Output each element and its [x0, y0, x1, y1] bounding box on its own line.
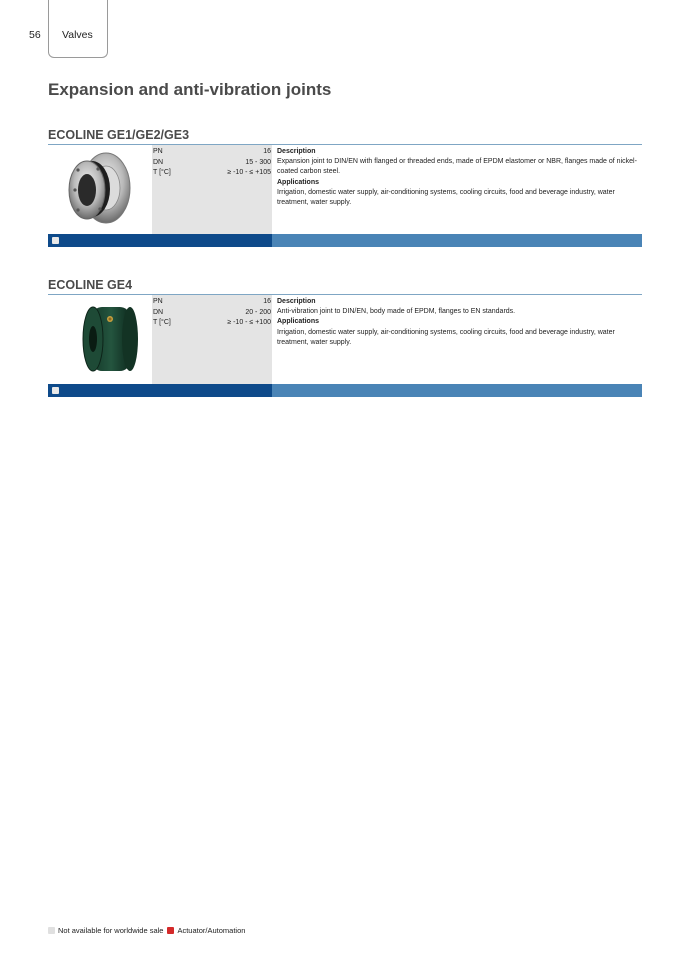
- spec-row: [152, 147, 272, 158]
- spec-value: ≥ -10 - ≤ +105: [227, 169, 271, 176]
- spec-row: [152, 308, 272, 319]
- product-block-ge4: [48, 276, 642, 397]
- product-image: [48, 145, 152, 234]
- product-body: [48, 295, 642, 384]
- spec-label: T [°C]: [153, 319, 171, 326]
- spec-table: [152, 145, 272, 234]
- spec-table: [152, 295, 272, 384]
- spec-row: [152, 158, 272, 169]
- spec-value: ≥ -10 - ≤ +100: [227, 319, 271, 326]
- footer-bar-light: [272, 234, 642, 247]
- description-block: [277, 297, 642, 348]
- applications-heading: Applications: [277, 318, 320, 326]
- availability-marker: [52, 387, 59, 394]
- description-block: [277, 147, 642, 208]
- spec-row: [152, 168, 272, 179]
- page-title: Expansion and anti-vibration joints: [48, 80, 332, 99]
- spec-label: PN: [153, 148, 163, 155]
- product-title: ECOLINE GE1/GE2/GE3: [48, 128, 190, 142]
- spec-label: DN: [153, 308, 164, 316]
- spec-label: PN: [153, 298, 163, 305]
- product-body: [48, 145, 642, 234]
- legend-not-available: Not available for worldwide sale: [58, 926, 164, 935]
- footer-bar-dark: [48, 384, 272, 397]
- description-text: Expansion joint to DIN/EN with flanged or threaded ends, made of EPDM elastomer or NBR, flanges made of nickel-coated carbon steel.: [277, 158, 637, 176]
- legend-actuator: Actuator/Automation: [177, 926, 246, 935]
- description-heading: Description: [277, 298, 316, 305]
- availability-marker: [52, 237, 59, 244]
- actuator-swatch-icon: [167, 927, 174, 934]
- spec-value: 16: [263, 298, 271, 305]
- applications-heading: Applications: [277, 178, 320, 186]
- spec-value: 15 - 300: [245, 158, 271, 166]
- section-tab-label: Valves: [62, 29, 93, 41]
- footer-bar-dark: [48, 234, 272, 247]
- product-footer-bar: [48, 234, 642, 247]
- not-available-swatch-icon: [48, 927, 55, 934]
- applications-text: Irrigation, domestic water supply, air-conditioning systems, cooling circuits, food and beverage industry, water treatment, water supply.: [277, 188, 615, 207]
- description-heading: Description: [277, 148, 316, 155]
- spec-label: T [°C]: [153, 169, 171, 176]
- spec-label: DN: [153, 158, 164, 166]
- spec-value: 16: [263, 148, 271, 155]
- spec-value: 20 - 200: [245, 308, 271, 316]
- applications-text: Irrigation, domestic water supply, air-conditioning systems, cooling circuits, food and beverage industry, water treatment, water supply.: [277, 328, 615, 346]
- product-title: ECOLINE GE4: [48, 278, 133, 292]
- spec-row: [152, 318, 272, 329]
- description-text: Anti-vibration joint to DIN/EN, body made of EPDM, flanges to EN standards.: [277, 308, 516, 316]
- page-number: 56: [29, 29, 41, 41]
- spec-row: [152, 297, 272, 308]
- section-tab: [48, 0, 108, 58]
- legend: [48, 926, 245, 935]
- footer-bar-light: [272, 384, 642, 397]
- product-footer-bar: [48, 384, 642, 397]
- product-block-ge1-ge2-ge3: [48, 126, 642, 247]
- product-image: [48, 295, 152, 384]
